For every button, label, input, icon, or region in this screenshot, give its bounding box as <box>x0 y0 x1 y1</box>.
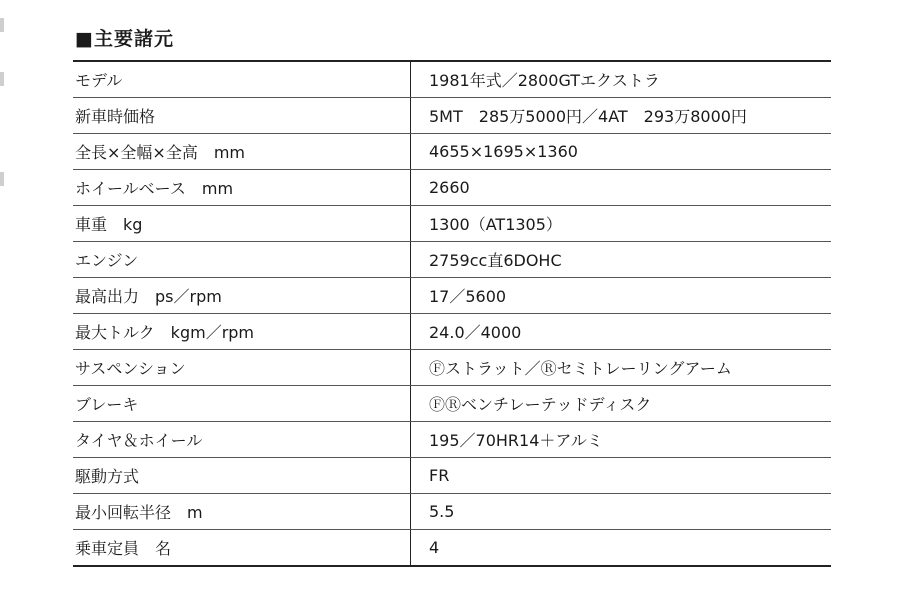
table-row <box>73 350 831 386</box>
page-edge-mark <box>0 72 4 86</box>
table-row <box>73 98 831 134</box>
spec-value: 195／70HR14＋アルミ <box>411 422 832 458</box>
spec-label: 最小回転半径 m <box>73 494 411 530</box>
table-row <box>73 386 831 422</box>
spec-value: 17／5600 <box>411 278 832 314</box>
spec-label: 乗車定員 名 <box>75 539 172 558</box>
table-row <box>73 206 831 242</box>
table-row <box>73 242 831 278</box>
spec-label: モデル <box>73 61 411 98</box>
spec-label: ブレーキ <box>73 386 411 422</box>
spec-label: 全長×全幅×全高 mm <box>73 134 411 170</box>
spec-label: 新車時価格 <box>73 98 411 134</box>
spec-label: 駆動方式 <box>73 458 411 494</box>
spec-value: 24.0／4000 <box>411 314 832 350</box>
spec-value: 1981年式／2800GTエクストラ <box>411 61 832 98</box>
table-row <box>73 494 831 530</box>
table-row <box>73 314 831 350</box>
spec-value: 1300（AT1305） <box>411 206 832 242</box>
spec-value: 4 <box>411 530 832 567</box>
table-row <box>73 422 831 458</box>
table-row <box>73 61 831 98</box>
spec-value: 2660 <box>411 170 832 206</box>
spec-label: エンジン <box>73 242 411 278</box>
spec-label: サスペンション <box>73 350 411 386</box>
spec-table <box>73 60 831 567</box>
table-row <box>73 530 831 567</box>
section-heading: ■主要諸元 <box>75 28 174 50</box>
table-row <box>73 134 831 170</box>
spec-value: 5MT 285万5000円／4AT 293万8000円 <box>411 98 832 134</box>
spec-label: 最大トルク kgm／rpm <box>73 314 411 350</box>
spec-value: FR <box>411 458 832 494</box>
page-edge-mark <box>0 18 4 32</box>
page-title <box>75 24 174 51</box>
table-row <box>73 458 831 494</box>
table-row <box>73 278 831 314</box>
spec-value: 2759cc直6DOHC <box>411 242 832 278</box>
spec-label: 最高出力 ps／rpm <box>73 278 411 314</box>
spec-value: ⒻⓇベンチレーテッドディスク <box>411 386 832 422</box>
spec-value: 5.5 <box>411 494 832 530</box>
spec-label: ホイールベース mm <box>73 170 411 206</box>
spec-label: タイヤ＆ホイール <box>73 422 411 458</box>
page-edge-mark <box>0 172 4 186</box>
table-row <box>73 170 831 206</box>
spec-value: 4655×1695×1360 <box>411 134 832 170</box>
spec-label: 車重 kg <box>73 206 411 242</box>
spec-value: Ⓕストラット／Ⓡセミトレーリングアーム <box>411 350 832 386</box>
